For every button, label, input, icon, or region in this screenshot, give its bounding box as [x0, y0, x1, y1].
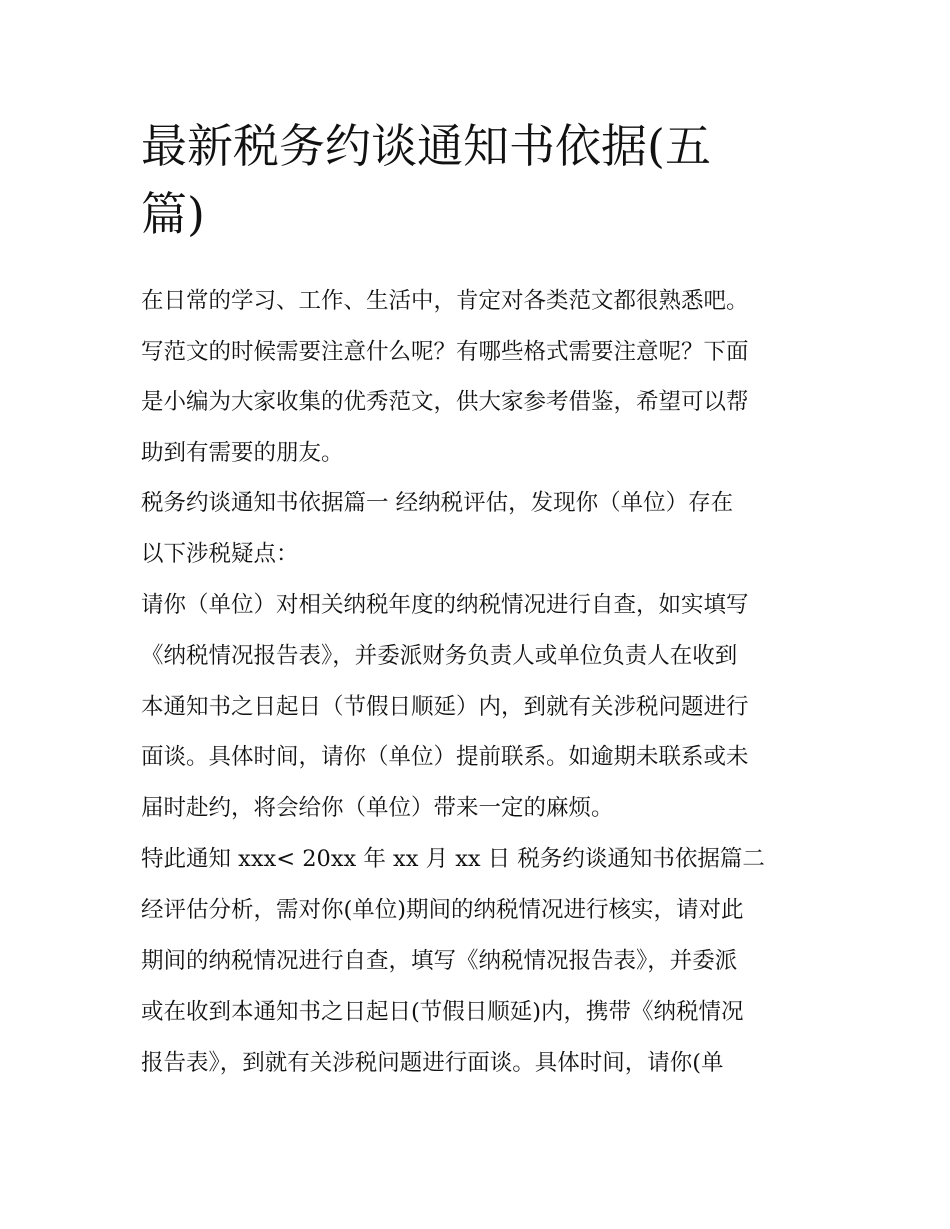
- body-line: 以下涉税疑点：: [141, 541, 299, 567]
- body-line: 请你（单位）对相关纳税年度的纳税情况进行自查，如实填写: [141, 592, 749, 618]
- body-line: 税务约谈通知书依据篇一 经纳税评估，发现你（单位）存在: [141, 490, 734, 516]
- body-line: 报告表》，到就有关涉税问题进行面谈。具体时间，请你(单: [141, 1050, 724, 1076]
- title-line: 篇): [141, 187, 205, 241]
- body-line: 本通知书之日起日（节假日顺延）内，到就有关涉税问题进行: [141, 694, 749, 720]
- body-line: 届时赴约，将会给你（单位）带来一定的麻烦。: [141, 795, 614, 821]
- body-line: 经评估分析，需对你(单位)期间的纳税情况进行核实，请对此: [141, 897, 744, 923]
- body-line: 写范文的时候需要注意什么呢？有哪些格式需要注意呢？下面: [141, 339, 749, 365]
- body-line: 《纳税情况报告表》，并委派财务负责人或单位负责人在收到: [141, 643, 738, 669]
- body-line: 是小编为大家收集的优秀范文，供大家参考借鉴，希望可以帮: [141, 389, 749, 415]
- body-line: 在日常的学习、工作、生活中，肯定对各类范文都很熟悉吧。: [141, 288, 749, 314]
- body-line: 助到有需要的朋友。: [141, 440, 344, 466]
- body-line: 特此通知 xxx< 20xx 年 xx 月 xx 日 税务约谈通知书依据篇二: [141, 846, 765, 872]
- title-line: 最新税务约谈通知书依据(五: [141, 119, 711, 173]
- body-line: 或在收到本通知书之日起日(节假日顺延)内，携带《纳税情况: [141, 999, 744, 1025]
- body-line: 面谈。具体时间，请你（单位）提前联系。如逾期未联系或未: [141, 744, 749, 770]
- body-line: 期间的纳税情况进行自查，填写《纳税情况报告表》，并委派: [141, 948, 738, 974]
- document-title: [141, 112, 821, 248]
